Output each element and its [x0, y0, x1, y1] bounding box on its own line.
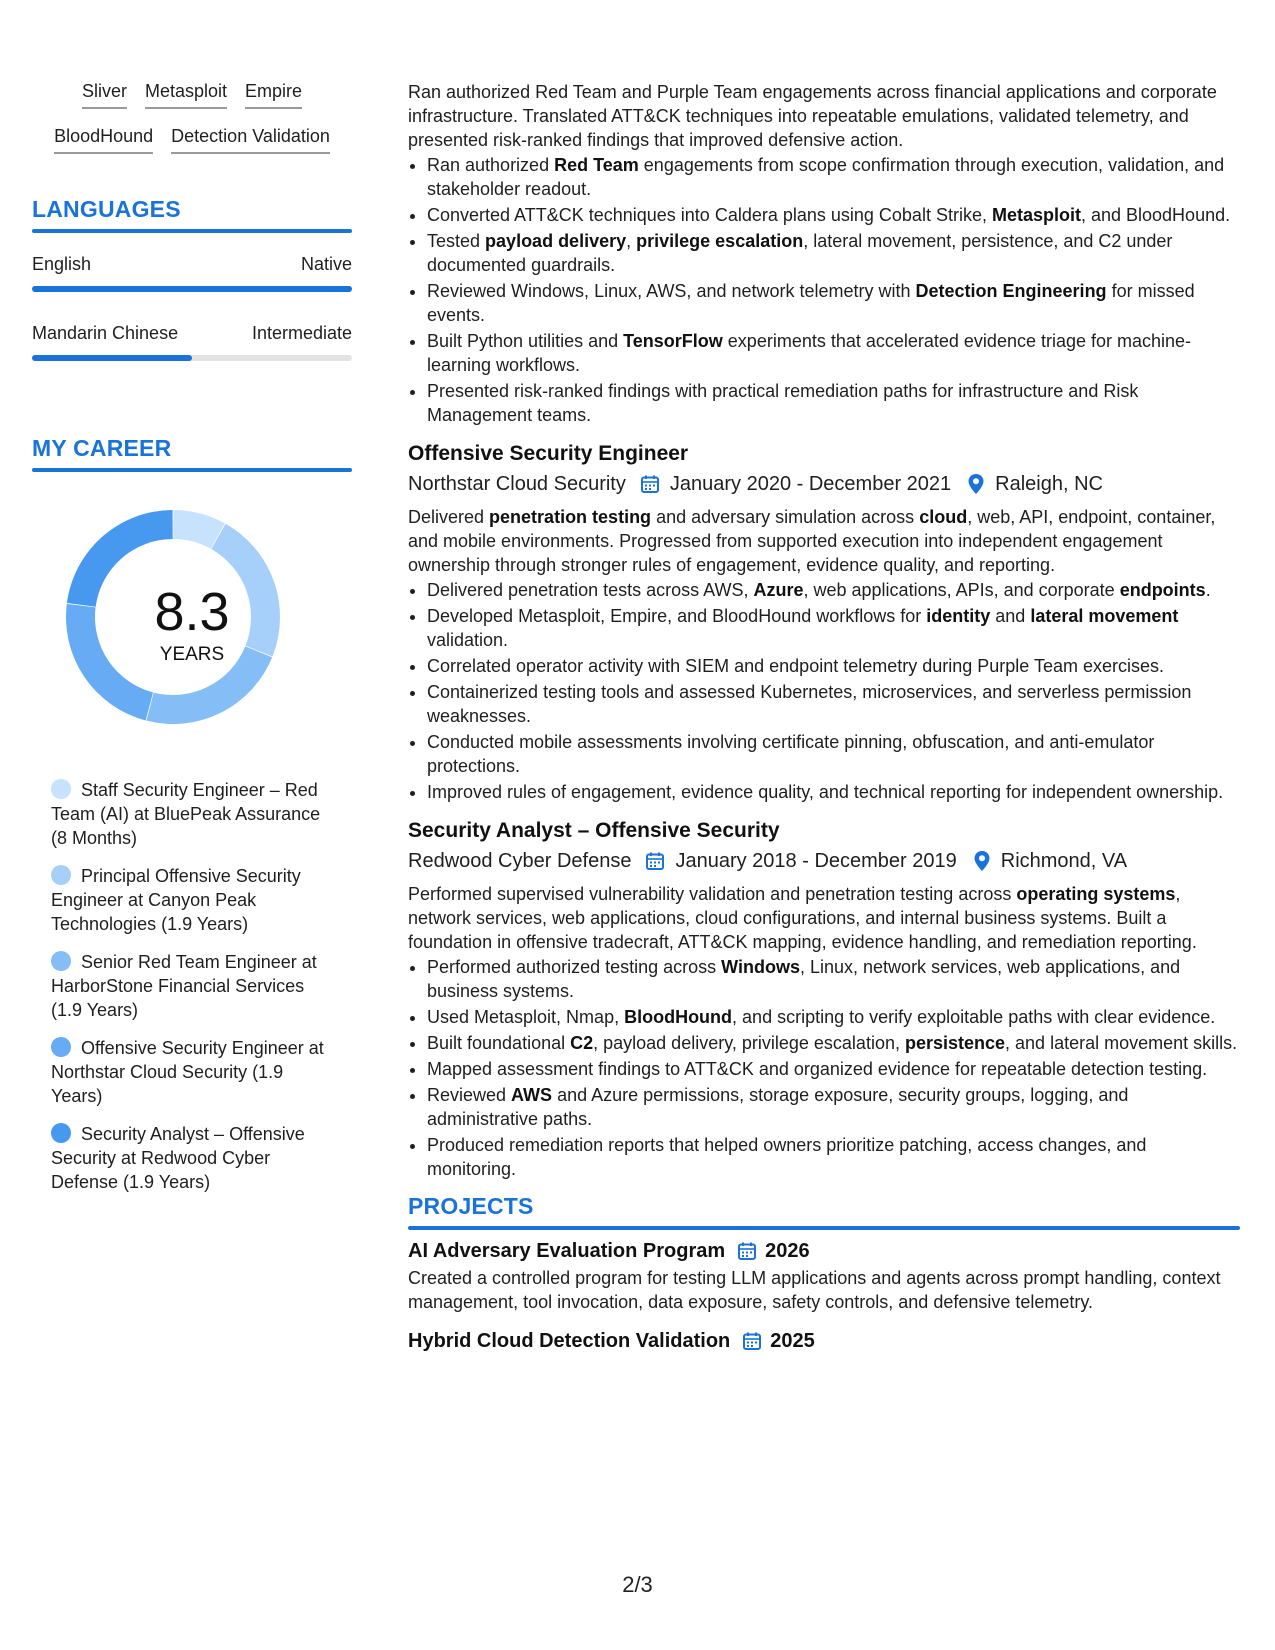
language-item: [32, 322, 352, 361]
section-rule: [408, 1226, 1240, 1230]
projects-heading: PROJECTS: [408, 1193, 534, 1219]
legend-label: Principal Offensive Security Engineer at Canyon Peak Technologies (1.9 Years): [51, 866, 301, 934]
role-summary: Ran authorized Red Team and Purple Team engagements across financial applications and corporate infrastructure. Translated ATT&CK techniques into repeatable emulations, validated telemetry, and presented risk-ranked findings that improved defensive action.: [408, 82, 1217, 150]
job-summary: Performed supervised vulnerability validation and penetration testing across operating systems, network services, web applications, cloud configurations, and internal business systems. Built a foundation in offensive tradecraft, ATT&CK mapping, evidence handling, and remediation reporting.: [408, 884, 1197, 952]
job-entry: [408, 441, 1240, 804]
project-title: Hybrid Cloud Detection Validation: [408, 1330, 731, 1352]
bullet: • Built Python utilities and TensorFlow experiments that accelerated evidence triage for machine-learning workflows.: [427, 329, 1240, 377]
language-level: Native: [300, 254, 352, 274]
role-bullets: [408, 153, 1240, 427]
skill-tag: Detection Validation: [171, 125, 330, 154]
legend-dot: [51, 779, 71, 799]
job-summary: Delivered penetration testing and adversary simulation across cloud, web, API, endpoint, container, and mobile environments. Progressed from supported execution into independent engagement ownership through stronger rules of engagement, evidence quality, and reporting.: [408, 507, 1216, 575]
skill-tag: Empire: [245, 80, 302, 109]
skill-tags: [32, 80, 352, 154]
main-content: [408, 80, 1240, 1354]
job-dates: January 2020 - December 2021: [669, 473, 952, 495]
career-legend-item: [51, 950, 331, 1022]
languages-section: [32, 196, 352, 361]
bullet: • Conducted mobile assessments involving certificate pinning, obfuscation, and anti-emulator protections.: [427, 730, 1240, 778]
calendar-icon: [645, 851, 665, 871]
job-location: Raleigh, NC: [995, 473, 1103, 495]
language-level: Intermediate: [251, 323, 352, 343]
language-level-bar: [32, 355, 352, 361]
projects-section: [408, 1193, 1240, 1354]
job-meta: [408, 471, 1240, 497]
language-item: [32, 253, 352, 292]
calendar-icon: [737, 1241, 757, 1261]
language-level-fill: [32, 355, 192, 361]
languages-heading: LANGUAGES: [32, 196, 181, 222]
job-location: Richmond, VA: [1000, 850, 1128, 872]
bullet: • Mapped assessment findings to ATT&CK and organized evidence for repeatable detection testing.: [427, 1057, 1240, 1081]
career-heading: MY CAREER: [32, 435, 172, 461]
career-legend-item: [51, 1122, 331, 1194]
career-legend-item: [51, 864, 331, 936]
legend-dot: [51, 951, 71, 971]
skill-tag: BloodHound: [54, 125, 153, 154]
bullet: • Developed Metasploit, Empire, and BloodHound workflows for identity and lateral movement validation.: [427, 604, 1240, 652]
bullet: • Presented risk-ranked findings with practical remediation paths for infrastructure and Risk Management teams.: [427, 379, 1240, 427]
bullet: • Tested payload delivery, privilege escalation, lateral movement, persistence, and C2 under documented guardrails.: [427, 229, 1240, 277]
language-name: Mandarin Chinese: [32, 323, 179, 343]
project-title-row: [408, 1238, 1240, 1264]
location-pin-icon: [967, 473, 985, 495]
calendar-icon: [742, 1331, 762, 1351]
legend-dot: [51, 865, 71, 885]
bullet: • Converted ATT&CK techniques into Caldera plans using Cobalt Strike, Metasploit, and BloodHound.: [427, 203, 1240, 227]
calendar-icon: [640, 474, 660, 494]
bullet: • Reviewed Windows, Linux, AWS, and network telemetry with Detection Engineering for missed events.: [427, 279, 1240, 327]
bullet: • Ran authorized Red Team engagements from scope confirmation through execution, validation, and stakeholder readout.: [427, 153, 1240, 201]
project-year: 2026: [765, 1240, 810, 1262]
job-company: Northstar Cloud Security: [408, 473, 626, 495]
career-total-years: 8.3: [154, 582, 230, 642]
job-bullets: [408, 578, 1240, 804]
project-description: Created a controlled program for testing LLM applications and agents across prompt handling, context management, tool invocation, data exposure, safety controls, and defensive telemetry.: [408, 1268, 1221, 1312]
job-meta: [408, 848, 1240, 874]
sidebar: [32, 80, 352, 1208]
job-dates: January 2018 - December 2019: [675, 850, 957, 872]
project-title: AI Adversary Evaluation Program: [408, 1240, 726, 1262]
legend-label: Offensive Security Engineer at Northstar Cloud Security (1.9 Years): [51, 1038, 324, 1106]
skill-tag-row: [32, 80, 352, 109]
project-title-row: [408, 1328, 1240, 1354]
bullet: • Correlated operator activity with SIEM and endpoint telemetry during Purple Team exercises.: [427, 654, 1240, 678]
legend-dot: [51, 1123, 71, 1143]
legend-label: Staff Security Engineer – Red Team (AI) at BluePeak Assurance (8 Months): [51, 780, 321, 848]
career-legend-item: [51, 1036, 331, 1108]
page-number: 2/3: [622, 1572, 653, 1597]
location-pin-icon: [973, 850, 991, 872]
bullet: • Built foundational C2, payload delivery, privilege escalation, persistence, and lateral movement skills.: [427, 1031, 1240, 1055]
section-rule: [32, 468, 352, 472]
job-title: Offensive Security Engineer: [408, 442, 689, 465]
job-bullets: [408, 955, 1240, 1181]
bullet: • Reviewed AWS and Azure permissions, storage exposure, security groups, logging, and administrative paths.: [427, 1083, 1240, 1131]
career-legend: [32, 778, 331, 1194]
legend-label: Security Analyst – Offensive Security at Redwood Cyber Defense (1.9 Years): [51, 1124, 305, 1192]
career-donut-chart: [32, 510, 352, 750]
bullet: • Improved rules of engagement, evidence quality, and technical reporting for independent ownership.: [427, 780, 1240, 804]
legend-label: Senior Red Team Engineer at HarborStone Financial Services (1.9 Years): [51, 952, 317, 1020]
bullet: • Performed authorized testing across Windows, Linux, network services, web applications, and business systems.: [427, 955, 1240, 1003]
job-entry: [408, 818, 1240, 1181]
career-total-unit: YEARS: [159, 644, 225, 665]
skill-tag: Metasploit: [145, 80, 227, 109]
bullet: • Delivered penetration tests across AWS, Azure, web applications, APIs, and corporate endpoints.: [427, 578, 1240, 602]
language-name: English: [32, 254, 92, 274]
bullet: • Used Metasploit, Nmap, BloodHound, and scripting to verify exploitable paths with clear evidence.: [427, 1005, 1240, 1029]
legend-dot: [51, 1037, 71, 1057]
career-legend-item: [51, 778, 331, 850]
bullet: • Containerized testing tools and assessed Kubernetes, microservices, and serverless permission weaknesses.: [427, 680, 1240, 728]
skill-tag: Sliver: [82, 80, 127, 109]
language-level-fill: [32, 286, 352, 292]
skill-tag-row: [32, 125, 352, 154]
project-year: 2025: [770, 1330, 815, 1352]
job-company: Redwood Cyber Defense: [408, 850, 632, 872]
section-rule: [32, 229, 352, 233]
language-level-bar: [32, 286, 352, 292]
bullet: • Produced remediation reports that helped owners prioritize patching, access changes, and monitoring.: [427, 1133, 1240, 1181]
career-section: [32, 435, 352, 1194]
job-title: Security Analyst – Offensive Security: [408, 819, 780, 842]
